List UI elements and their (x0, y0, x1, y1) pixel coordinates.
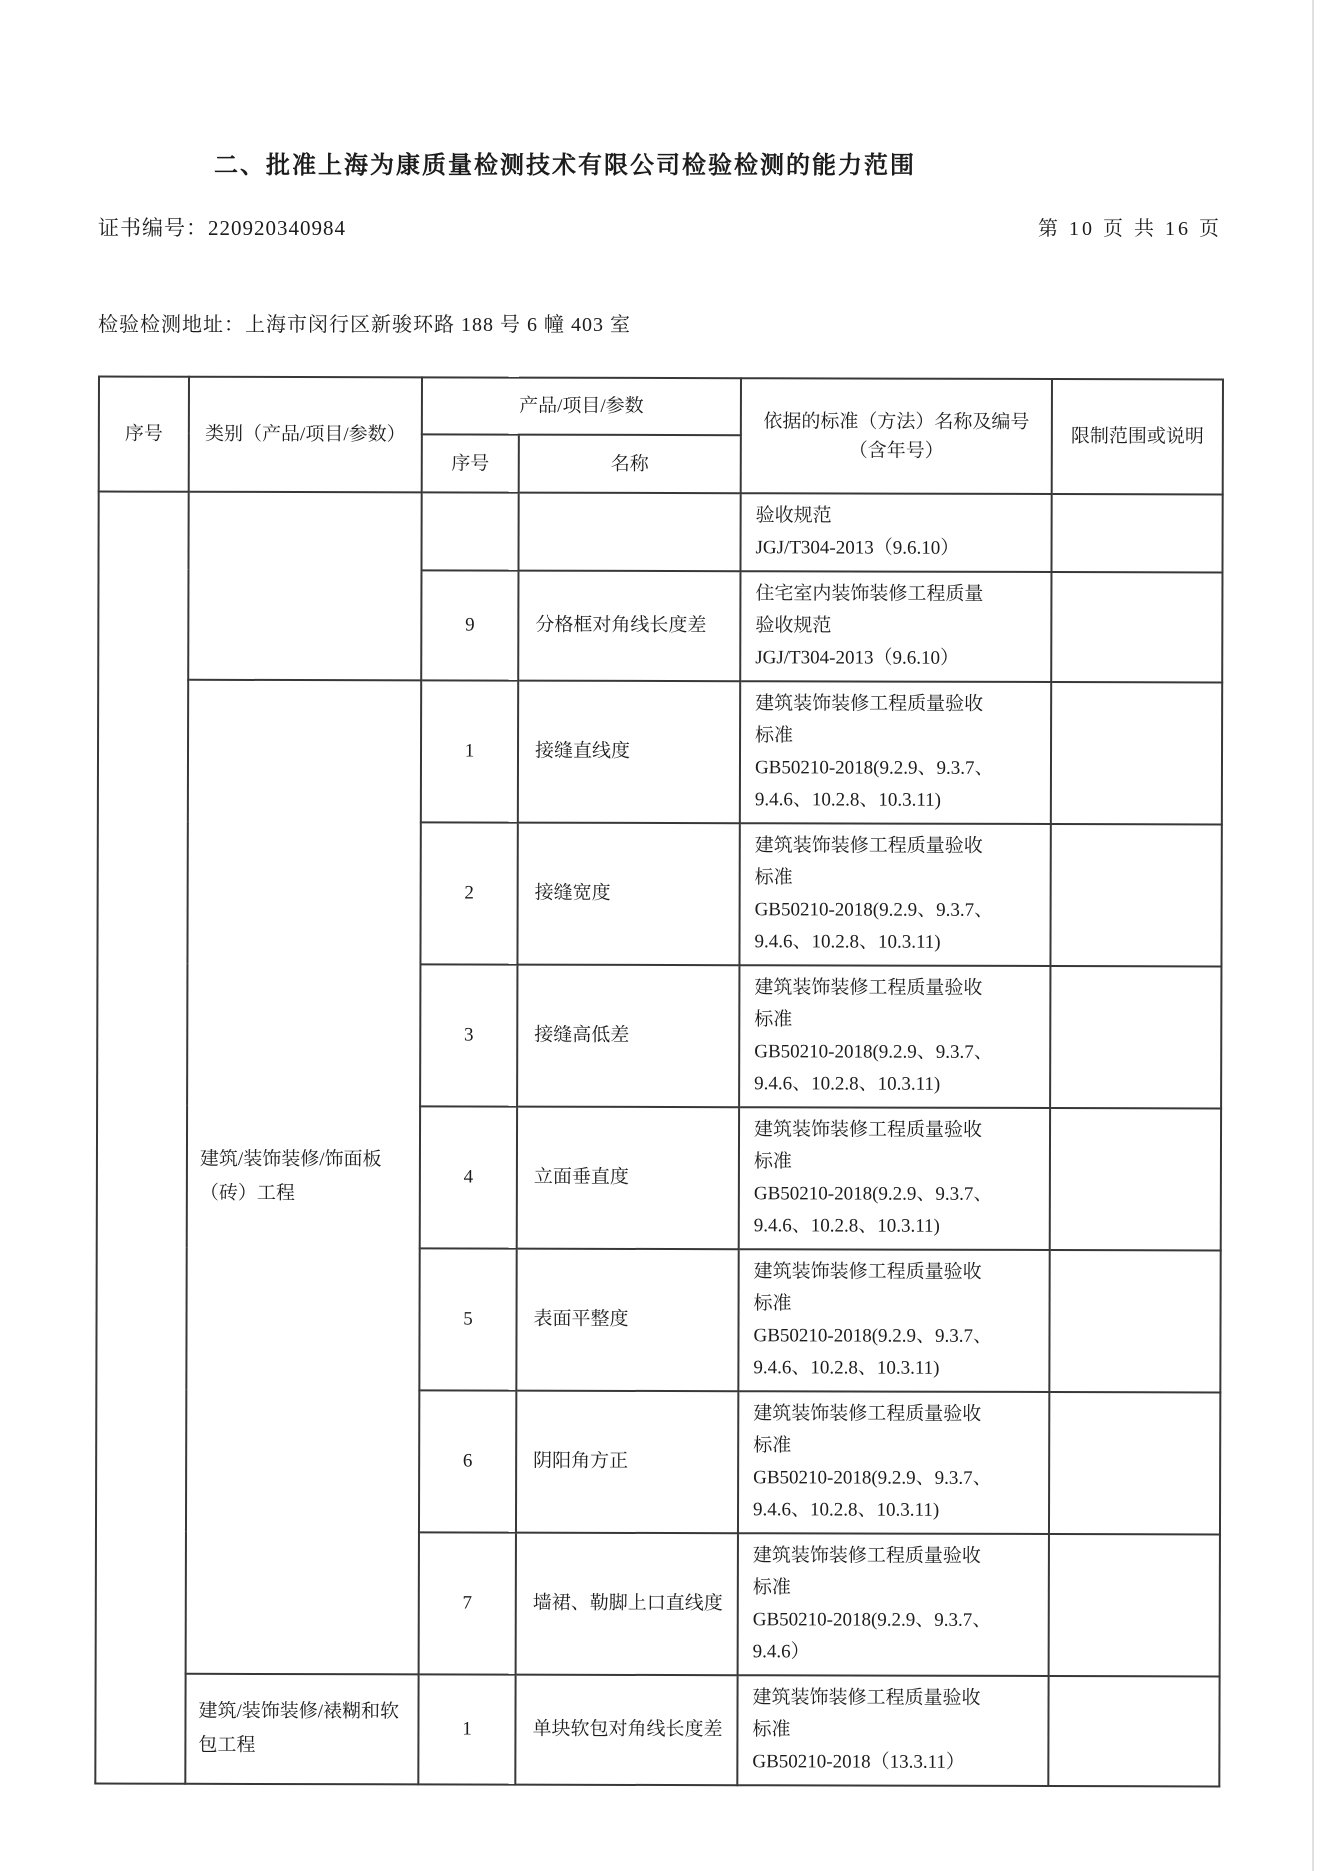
page-indicator: 第 10 页 共 16 页 (1038, 218, 1222, 240)
standard-cell (738, 1249, 1049, 1392)
item-name-cell: 墙裙、勒脚上口直线度 (516, 1533, 738, 1676)
standard-cell (739, 823, 1050, 966)
standard-line: 验收规范 (755, 505, 832, 527)
col-header-product: 产品/项目/参数 (422, 377, 741, 435)
standard-cell (739, 1107, 1050, 1250)
restriction-cell (1051, 572, 1222, 682)
certificate-number: 证书编号：220920340984 (98, 216, 346, 240)
standard-line: 标准 (754, 867, 793, 889)
standard-line: GB50210-2018(9.2.9、9.3.7、 (754, 899, 994, 921)
standard-line: 标准 (753, 1151, 792, 1173)
inspection-address: 检验检测地址：上海市闵行区新骏环路 188 号 6 幢 403 室 (98, 314, 631, 336)
standard-line: 标准 (755, 725, 794, 747)
standard-line: JGJ/T304-2013（9.6.10） (755, 537, 960, 559)
category-cell (188, 492, 421, 681)
scan-edge-artifact (1312, 0, 1314, 1871)
standard-cell (740, 681, 1051, 824)
standard-line: 标准 (752, 1577, 791, 1599)
standard-line: 验收规范 (755, 615, 832, 637)
standard-line: 标准 (752, 1719, 791, 1741)
standard-line: 建筑装饰装修工程质量验收 (754, 1119, 983, 1141)
standard-line: 建筑装饰装修工程质量验收 (754, 835, 983, 857)
col-header-standard: 依据的标准（方法）名称及编号（含年号） (741, 378, 1052, 494)
item-name-cell: 单块软包对角线长度差 (515, 1675, 737, 1786)
table-row (98, 492, 1222, 573)
standard-line: 住宅室内装饰装修工程质量 (755, 583, 984, 605)
capability-scope-table (94, 376, 1224, 1788)
table-body (95, 492, 1222, 1787)
item-name-cell: 表面平整度 (516, 1249, 738, 1392)
restriction-cell (1049, 1250, 1220, 1392)
item-name-cell: 分格框对角线长度差 (518, 571, 740, 682)
item-seq-cell: 3 (420, 964, 517, 1106)
standard-line: 建筑装饰装修工程质量验收 (754, 977, 983, 999)
item-name-cell: 接缝宽度 (517, 823, 739, 966)
item-seq-cell: 1 (421, 680, 518, 822)
standard-line: 建筑装饰装修工程质量验收 (753, 1261, 982, 1283)
item-seq-cell: 9 (421, 570, 518, 680)
restriction-cell (1051, 682, 1222, 824)
standard-line: 建筑装饰装修工程质量验收 (752, 1687, 981, 1709)
restriction-cell (1051, 494, 1222, 572)
standard-line: 建筑装饰装修工程质量验收 (752, 1545, 981, 1567)
seq-cell (95, 492, 188, 1784)
col-header-name: 名称 (519, 435, 741, 494)
standard-line: 9.4.6、10.2.8、10.3.11) (754, 931, 941, 953)
header-row-1 (99, 377, 1223, 437)
restriction-cell (1050, 1108, 1221, 1250)
item-name-cell (518, 493, 740, 572)
standard-line: GB50210-2018(9.2.9、9.3.7、 (754, 1041, 993, 1063)
standard-line: 标准 (753, 1293, 792, 1315)
standard-cell (738, 1533, 1049, 1676)
col-header-restriction: 限制范围或说明 (1052, 379, 1223, 494)
item-seq-cell: 4 (420, 1106, 517, 1248)
item-seq-cell: 1 (418, 1674, 515, 1784)
restriction-cell (1050, 824, 1221, 966)
standard-line: 9.4.6、10.2.8、10.3.11) (753, 1215, 940, 1237)
restriction-cell (1048, 1676, 1219, 1786)
standard-cell (738, 1391, 1049, 1534)
standard-line: 建筑装饰装修工程质量验收 (753, 1403, 982, 1425)
item-seq-cell: 6 (419, 1390, 516, 1532)
page-title: 二、批准上海为康质量检测技术有限公司检验检测的能力范围 (214, 153, 916, 179)
standard-line: 标准 (753, 1435, 792, 1457)
restriction-cell (1050, 966, 1221, 1108)
standard-cell (739, 965, 1050, 1108)
standard-line: 9.4.6、10.2.8、10.3.11) (753, 1499, 940, 1521)
col-header-seq: 序号 (99, 377, 189, 492)
standard-line: 9.4.6、10.2.8、10.3.11) (754, 789, 942, 811)
category-cell: 建筑/装饰装修/裱糊和软包工程 (185, 1674, 418, 1785)
table-row (98, 680, 1222, 825)
item-name-cell: 接缝高低差 (517, 965, 739, 1108)
standard-line: 9.4.6、10.2.8、10.3.11) (754, 1073, 941, 1095)
col-header-category: 类别（产品/项目/参数） (189, 377, 422, 493)
item-name-cell: 立面垂直度 (517, 1107, 739, 1250)
standard-line: GB50210-2018(9.2.9、9.3.7、 (752, 1609, 992, 1631)
item-seq-cell: 5 (419, 1248, 516, 1390)
item-name-cell: 阴阳角方正 (516, 1391, 738, 1534)
item-name-cell: 接缝直线度 (518, 681, 740, 824)
standard-line: JGJ/T304-2013（9.6.10） (755, 647, 960, 669)
standard-cell (740, 571, 1051, 682)
col-header-sub-seq: 序号 (422, 434, 519, 492)
item-seq-cell: 7 (419, 1532, 516, 1674)
standard-cell (737, 1675, 1048, 1786)
standard-line: GB50210-2018(9.2.9、9.3.7、 (753, 1183, 993, 1205)
meta-row (98, 212, 1222, 242)
standard-line: 9.4.6） (752, 1641, 810, 1663)
item-seq-cell (421, 492, 518, 570)
item-seq-cell: 2 (420, 822, 517, 964)
standard-line: GB50210-2018（13.3.11） (752, 1751, 965, 1773)
restriction-cell (1049, 1392, 1220, 1534)
standard-line: GB50210-2018(9.2.9、9.3.7、 (753, 1325, 993, 1347)
standard-line: 建筑装饰装修工程质量验收 (755, 693, 984, 715)
table-row (95, 1674, 1219, 1787)
standard-line: GB50210-2018(9.2.9、9.3.7、 (753, 1467, 992, 1489)
standard-line: GB50210-2018(9.2.9、9.3.7、 (754, 757, 994, 779)
standard-line: 9.4.6、10.2.8、10.3.11) (753, 1357, 940, 1379)
restriction-cell (1049, 1534, 1220, 1676)
standard-cell (740, 493, 1051, 572)
category-cell: 建筑/装饰装修/饰面板（砖）工程 (186, 680, 422, 1675)
standard-line: 标准 (754, 1009, 793, 1031)
